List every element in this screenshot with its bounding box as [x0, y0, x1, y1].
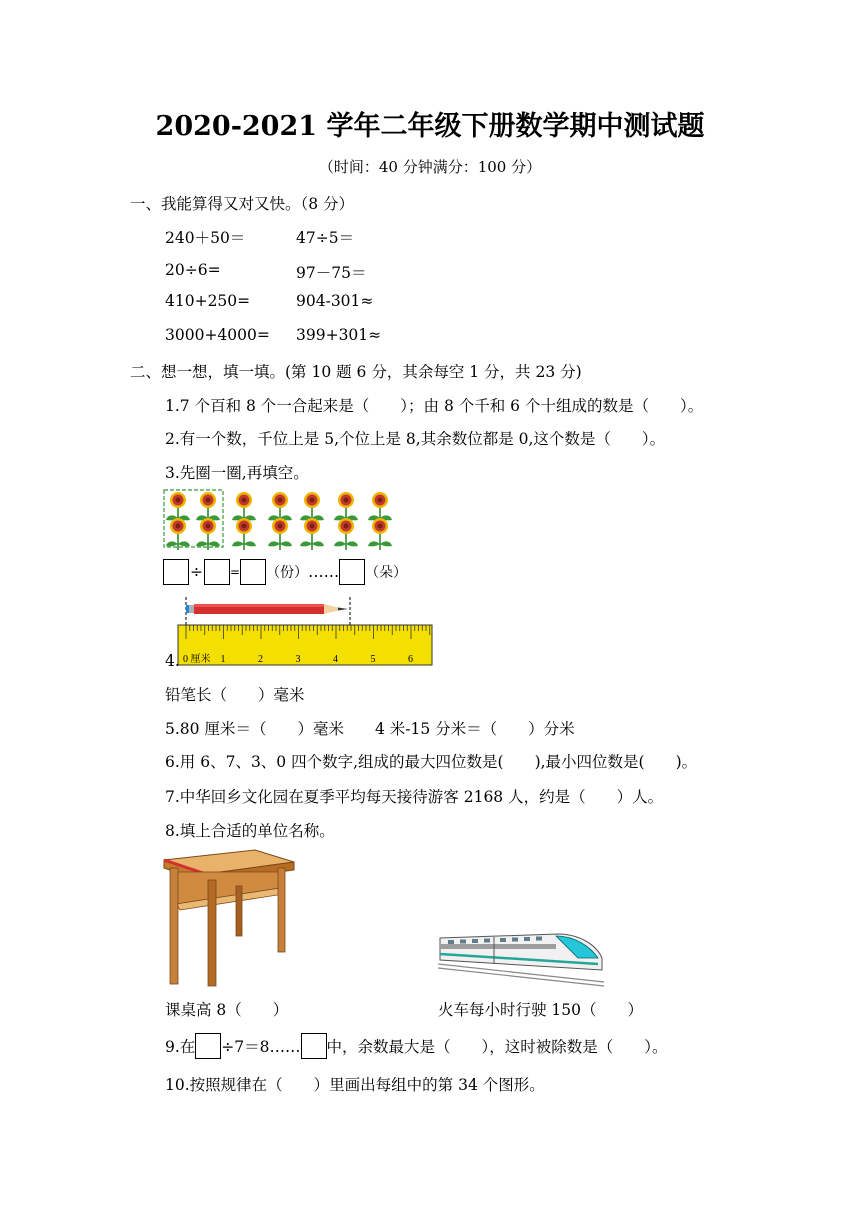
question-1: 1.7 个百和 8 个一合起来是（ ）；由 8 个千和 6 个十组成的数是（ ）。: [165, 397, 704, 415]
calc-item: 240＋50＝: [165, 229, 246, 247]
ruler-label: 6: [408, 654, 413, 665]
pencil-icon: [186, 604, 348, 614]
question-5: 5.80 厘米＝（ ）毫米 4 米-15 分米＝（ ）分米: [165, 720, 575, 738]
ruler-label: 0 厘米: [183, 654, 211, 665]
page-subtitle: （时间：40 分钟满分：100 分）: [318, 158, 542, 176]
blank-box[interactable]: [163, 559, 189, 585]
question-10: 10.按照规律在（ ）里画出每组中的第 34 个图形。: [165, 1076, 545, 1094]
calc-item: 3000+4000=: [165, 326, 270, 344]
blank-box[interactable]: [339, 559, 365, 585]
sunflowers-figure: [160, 488, 400, 550]
section1-heading: 一、我能算得又对又快。（8 分）: [130, 195, 355, 213]
question-7: 7.中华回乡文化园在夏季平均每天接待游客 2168 人，约是（ ）人。: [165, 788, 664, 806]
question-8-desk: 课桌高 8（ ）: [165, 1001, 289, 1019]
blank-box[interactable]: [195, 1033, 221, 1059]
calc-item: 20÷6=: [165, 261, 221, 279]
blank-box[interactable]: [240, 559, 266, 585]
question-2: 2.有一个数，千位上是 5,个位上是 8,其余数位都是 0,这个数是（ ）。: [165, 430, 666, 448]
ruler-label: 5: [370, 654, 376, 665]
desk-icon: [160, 848, 300, 988]
question-8-train: 火车每小时行驶 150（ ）: [438, 1001, 644, 1019]
calc-item: 47÷5＝: [296, 229, 355, 247]
division-blank-row: [163, 559, 407, 585]
calc-item: 97－75＝: [296, 264, 367, 282]
sunflower-icon: [334, 518, 358, 550]
equals-sign: =: [230, 565, 241, 579]
calc-item: 904-301≈: [296, 292, 374, 310]
calc-item: 410+250=: [165, 292, 251, 310]
blank-box[interactable]: [301, 1033, 327, 1059]
ruler-label: 3: [295, 654, 301, 665]
sunflower-icon: [166, 518, 190, 550]
train-icon: [438, 924, 608, 988]
question-9-part-a: 9.在: [165, 1038, 196, 1056]
sunflower-icon: [196, 518, 220, 550]
sunflower-icon: [368, 518, 392, 550]
question-3: 3.先圈一圈,再填空。: [165, 464, 309, 482]
question-9-part-c: 中，余数最大是（ ），这时被除数是（ ）。: [326, 1038, 668, 1056]
blank-box[interactable]: [204, 559, 230, 585]
ruler-label: 2: [258, 654, 263, 665]
page-title: 2020-2021 学年二年级下册数学期中测试题: [155, 111, 705, 142]
duo-label: （朵）: [365, 565, 408, 581]
question-8: 8.填上合适的单位名称。: [165, 822, 335, 840]
question-9-part-b: ÷7＝8……: [221, 1038, 301, 1056]
pencil-ruler-figure: [176, 595, 436, 667]
question-6: 6.用 6、7、3、0 四个数字,组成的最大四位数是( ),最小四位数是( )。: [165, 753, 698, 771]
section2-heading: 二、想一想，填一填。(第 10 题 6 分，其余每空 1 分，共 23 分): [130, 363, 582, 381]
divide-sign: ÷: [190, 563, 203, 581]
question-9: [165, 1033, 668, 1059]
ruler-label: 4: [333, 654, 338, 665]
sunflower-icon: [232, 518, 256, 550]
sunflower-icon: [268, 518, 292, 550]
question-4-number: 4.: [165, 652, 180, 670]
dots: ……: [308, 563, 340, 581]
fen-label: （份）: [266, 565, 309, 581]
ruler-icon: [178, 625, 432, 665]
ruler-label: 1: [220, 654, 226, 665]
sunflower-icon: [300, 518, 324, 550]
calc-item: 399+301≈: [296, 326, 382, 344]
question-4: 铅笔长（ ）毫米: [165, 686, 305, 704]
